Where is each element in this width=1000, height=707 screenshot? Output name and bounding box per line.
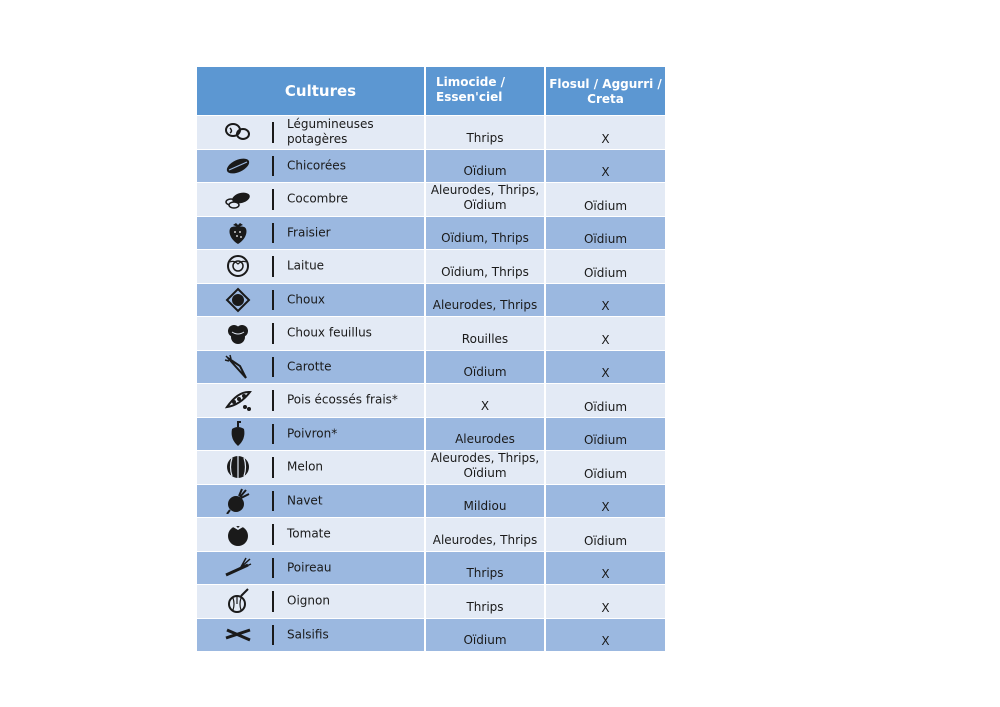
flosul-value: X xyxy=(601,165,610,179)
crop-name: Chicorées xyxy=(287,158,346,173)
limocide-value: Thrips xyxy=(466,599,504,614)
flosul-value: X xyxy=(601,634,610,648)
crop-name: Pois écossés frais* xyxy=(287,392,398,407)
cucumber-icon xyxy=(222,185,254,213)
flosul-value: Oïdium xyxy=(583,433,628,447)
separator-bar xyxy=(272,524,274,545)
flosul-value: X xyxy=(601,366,610,380)
header-flosul xyxy=(544,67,665,115)
limocide-cell xyxy=(424,384,544,417)
table-body xyxy=(197,115,665,651)
flosul-cell xyxy=(544,217,665,250)
crop-cell xyxy=(197,485,424,518)
tomato-icon xyxy=(222,520,254,548)
flosul-value: X xyxy=(601,299,610,313)
flosul-value: X xyxy=(601,332,610,347)
flosul-cell xyxy=(544,116,665,149)
crop-cell xyxy=(197,518,424,551)
flosul-value: Oïdium xyxy=(583,466,628,481)
flosul-value: Oïdium xyxy=(583,198,628,213)
flosul-cell xyxy=(544,317,665,350)
strawberry-icon xyxy=(222,219,254,247)
flosul-cell xyxy=(544,518,665,551)
limocide-value: Oïdium, Thrips xyxy=(441,231,529,245)
limocide-cell xyxy=(424,217,544,250)
header-flosul-line2: Creta xyxy=(587,92,624,106)
flosul-cell xyxy=(544,552,665,585)
onion-icon xyxy=(222,587,254,615)
pepper-icon xyxy=(222,420,254,448)
separator-bar xyxy=(272,357,274,378)
crop-cell xyxy=(197,317,424,350)
crop-cell xyxy=(197,585,424,618)
crop-name: Tomate xyxy=(287,526,331,541)
table-row xyxy=(197,618,665,652)
flosul-value: X xyxy=(601,600,610,615)
crop-name: Choux feuillus xyxy=(287,325,372,340)
table-row xyxy=(197,383,665,417)
limocide-cell xyxy=(424,116,544,149)
limocide-cell xyxy=(424,418,544,451)
separator-bar xyxy=(272,558,274,579)
limocide-value: X xyxy=(480,398,490,413)
table-row xyxy=(197,350,665,384)
limocide-value: Aleurodes, Thrips xyxy=(432,298,538,312)
limocide-cell xyxy=(424,250,544,283)
crop-cell xyxy=(197,150,424,183)
flosul-value: X xyxy=(601,567,610,581)
crop-name: Salsifis xyxy=(287,627,329,642)
crop-cell xyxy=(197,552,424,585)
limocide-cell xyxy=(424,284,544,317)
limocide-value: Rouilles xyxy=(461,331,509,346)
separator-bar xyxy=(272,390,274,411)
chicory-icon xyxy=(222,152,254,180)
separator-bar xyxy=(272,223,274,244)
flosul-cell xyxy=(544,619,665,652)
crop-name: Navet xyxy=(287,493,323,508)
limocide-value: Aleurodes xyxy=(455,432,515,446)
limocide-value: Oïdium xyxy=(463,164,507,178)
crop-cell xyxy=(197,619,424,652)
limocide-cell xyxy=(424,150,544,183)
flosul-cell xyxy=(544,150,665,183)
limocide-cell xyxy=(424,317,544,350)
crop-cell xyxy=(197,351,424,384)
crop-cell xyxy=(197,183,424,216)
separator-bar xyxy=(272,457,274,478)
limocide-value: Oïdium xyxy=(463,365,507,379)
table-row xyxy=(197,249,665,283)
separator-bar xyxy=(272,156,274,177)
separator-bar xyxy=(272,256,274,277)
table-row xyxy=(197,417,665,451)
limocide-value: Oïdium xyxy=(463,633,507,647)
separator-bar xyxy=(272,122,274,143)
table-row xyxy=(197,182,665,216)
leek-icon xyxy=(222,554,254,582)
limocide-value: Aleurodes, Thrips, Oïdium xyxy=(430,182,540,212)
kale-icon xyxy=(222,319,254,347)
flosul-cell xyxy=(544,418,665,451)
flosul-cell xyxy=(544,351,665,384)
melon-icon xyxy=(222,453,254,481)
crop-name: Poireau xyxy=(287,560,332,575)
lettuce-icon xyxy=(222,252,254,280)
flosul-cell xyxy=(544,384,665,417)
crop-cell xyxy=(197,250,424,283)
crop-name: Fraisier xyxy=(287,225,331,240)
header-limocide-line2: Essen'ciel xyxy=(436,90,503,104)
limocide-cell xyxy=(424,485,544,518)
crop-name: Choux xyxy=(287,292,326,307)
separator-bar xyxy=(272,591,274,612)
limocide-cell xyxy=(424,585,544,618)
flosul-cell xyxy=(544,284,665,317)
table-row xyxy=(197,283,665,317)
limocide-value: Oïdium, Thrips xyxy=(441,264,529,279)
flosul-value: Oïdium xyxy=(583,232,628,246)
limocide-cell xyxy=(424,451,544,484)
flosul-value: Oïdium xyxy=(583,265,628,280)
crop-name: Légumineuses potagères xyxy=(287,117,374,147)
table-row xyxy=(197,216,665,250)
separator-bar xyxy=(272,424,274,445)
limocide-cell xyxy=(424,351,544,384)
crop-name: Poivron* xyxy=(287,426,338,441)
crop-cell xyxy=(197,284,424,317)
crop-name: Melon xyxy=(287,459,324,474)
table-header xyxy=(197,67,665,115)
flosul-value: Oïdium xyxy=(583,533,628,548)
header-limocide xyxy=(424,67,544,115)
header-flosul-label xyxy=(549,77,662,107)
header-cultures-label: Cultures xyxy=(284,82,357,100)
cabbage-icon xyxy=(222,286,254,314)
header-cultures xyxy=(197,67,424,115)
limocide-value: Aleurodes, Thrips, Oïdium xyxy=(430,450,540,480)
table-row xyxy=(197,316,665,350)
table-row xyxy=(197,149,665,183)
separator-bar xyxy=(272,625,274,646)
crop-treatment-table xyxy=(197,67,665,651)
beans-icon xyxy=(222,118,254,146)
separator-bar xyxy=(272,323,274,344)
header-limocide-line1: Limocide / xyxy=(436,75,506,89)
crop-cell xyxy=(197,418,424,451)
flosul-cell xyxy=(544,183,665,216)
crop-name: Oignon xyxy=(287,593,330,608)
limocide-value: Thrips xyxy=(466,130,504,145)
crop-name: Laitue xyxy=(287,258,325,273)
separator-bar xyxy=(272,491,274,512)
turnip-icon xyxy=(222,487,254,515)
table-row xyxy=(197,115,665,149)
limocide-cell xyxy=(424,619,544,652)
flosul-cell xyxy=(544,485,665,518)
crop-cell xyxy=(197,217,424,250)
header-flosul-line1: Flosul / Aggurri / xyxy=(549,77,662,91)
limocide-value: Aleurodes, Thrips xyxy=(432,532,538,547)
table-row xyxy=(197,584,665,618)
limocide-value: Thrips xyxy=(466,566,504,580)
flosul-cell xyxy=(544,250,665,283)
crop-name: Carotte xyxy=(287,359,332,374)
limocide-value: Mildiou xyxy=(463,499,507,513)
crop-cell xyxy=(197,384,424,417)
salsify-icon xyxy=(222,621,254,649)
header-limocide-label xyxy=(436,75,505,105)
separator-bar xyxy=(272,189,274,210)
peas-icon xyxy=(222,386,254,414)
crop-cell xyxy=(197,451,424,484)
flosul-cell xyxy=(544,451,665,484)
table-row xyxy=(197,551,665,585)
table-row xyxy=(197,450,665,484)
limocide-cell xyxy=(424,518,544,551)
flosul-value: Oïdium xyxy=(583,399,628,414)
crop-cell xyxy=(197,116,424,149)
crop-name: Cocombre xyxy=(287,191,349,206)
limocide-cell xyxy=(424,183,544,216)
table-row xyxy=(197,517,665,551)
flosul-value: X xyxy=(601,500,610,514)
flosul-cell xyxy=(544,585,665,618)
carrot-icon xyxy=(222,353,254,381)
separator-bar xyxy=(272,290,274,311)
table-row xyxy=(197,484,665,518)
flosul-value: X xyxy=(601,131,610,146)
limocide-cell xyxy=(424,552,544,585)
